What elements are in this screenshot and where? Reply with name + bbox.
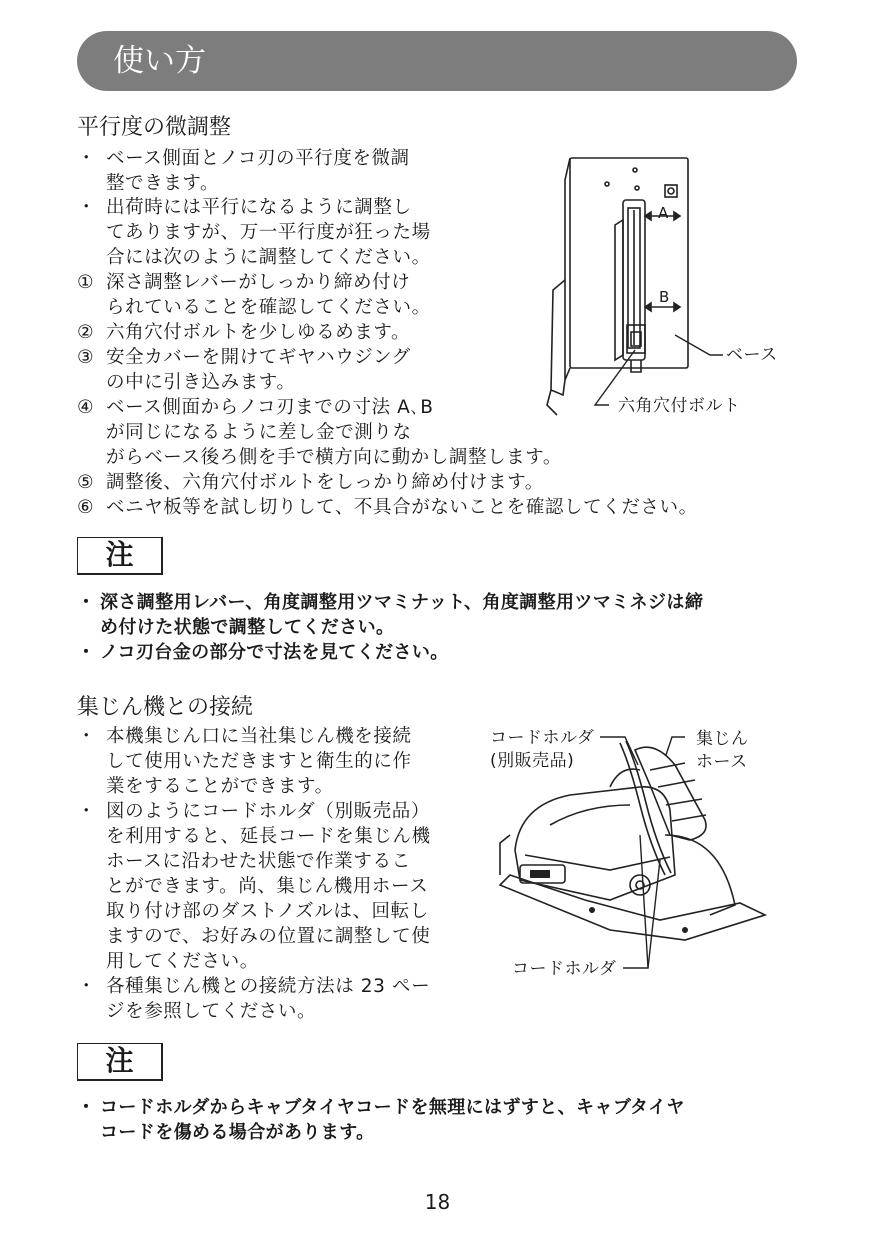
step-text: 六角穴付ボルトを少しゆるめます。 — [106, 322, 411, 343]
step-text: 安全カバーを開けてギヤハウジング — [106, 347, 411, 368]
bullet-text: ホースに沿わせた状態で作業するこ — [106, 851, 411, 872]
bullet-mark: ・ — [77, 592, 96, 613]
note-text: 深さ調整用レバー、角度調整用ツマミナット、角度調整用ツマミネジは締 — [100, 592, 704, 613]
bullet-text: 本機集じん口に当社集じん機を接続 — [106, 726, 412, 747]
bullet-text: てありますが、万一平行度が狂った場 — [106, 222, 431, 243]
note-label-1: 注 — [77, 537, 163, 575]
note-text: コードを傷める場合があります。 — [100, 1122, 375, 1143]
dust-hose-label: ホース — [696, 752, 748, 772]
step-text: られていることを確認してください。 — [106, 297, 431, 318]
bullet-text: ベース側面とノコ刃の平行度を微調 — [106, 148, 410, 169]
note-text: ノコ刃台金の部分で寸法を見てください。 — [100, 642, 449, 663]
bullet-text: ジを参照してください。 — [106, 1001, 317, 1022]
bullet-mark: ・ — [77, 1097, 96, 1118]
page-number: 18 — [424, 1190, 451, 1214]
base-label: ベース — [726, 345, 778, 365]
dimension-label-b: B — [659, 288, 670, 306]
note-text: め付けた状態で調整してください。 — [100, 617, 395, 638]
step-text: ベース側面からノコ刃までの寸法 A､B — [106, 397, 434, 418]
bullet-text: 業をすることができます。 — [106, 776, 334, 797]
step-number: ④ — [77, 397, 95, 418]
step-text: の中に引き込みます。 — [106, 372, 296, 393]
bullet-mark: ・ — [77, 976, 97, 997]
step-text: 調整後、六角穴付ボルトをしっかり締め付けます。 — [106, 472, 544, 493]
cord-holder-sold-separately-label: (別販売品) — [490, 751, 575, 771]
hex-bolt-label: 六角穴付ボルト — [618, 396, 741, 416]
bullet-text: 合には次のように調整してください。 — [106, 247, 431, 268]
section-title-dust-collector: 集じん機との接続 — [77, 695, 254, 720]
step-number: ⑤ — [77, 472, 95, 493]
bullet-mark: ・ — [77, 197, 97, 218]
step-number: ② — [77, 322, 95, 343]
page-title: 使い方 — [113, 43, 206, 79]
step-text: ベニヤ板等を試し切りして、不具合がないことを確認してください。 — [106, 497, 698, 518]
step-text: 深さ調整レバーがしっかり締め付け — [106, 272, 411, 293]
step-text: が同じになるように差し金で測りな — [106, 422, 412, 443]
step-text: がらベース後ろ側を手で横方向に動かし調整します。 — [106, 447, 562, 468]
bullet-text: 整できます。 — [106, 173, 220, 194]
cord-holder-label-bottom: コードホルダ — [512, 959, 617, 979]
bullet-mark: ・ — [77, 148, 97, 169]
step-number: ③ — [77, 347, 95, 368]
note-text: コードホルダからキャブタイヤコードを無理にはずすと、キャブタイヤ — [100, 1097, 685, 1118]
note-label-2: 注 — [77, 1043, 163, 1081]
parallel-adjustment-figure — [545, 150, 795, 430]
bullet-mark: ・ — [77, 801, 97, 822]
bullet-text: とができます。尚、集じん機用ホース — [106, 876, 429, 897]
dimension-label-a: A — [658, 204, 669, 222]
bullet-text: して使用いただきますと衛生的に作 — [106, 751, 412, 772]
bullet-text: 図のようにコードホルダ（別販売品） — [106, 801, 430, 822]
bullet-text: 出荷時には平行になるように調整し — [106, 197, 412, 218]
bullet-text: ますので、お好みの位置に調整して使 — [106, 926, 431, 947]
bullet-text: 各種集じん機との接続方法は 23 ペー — [106, 976, 431, 997]
bullet-text: 用してください。 — [106, 951, 259, 972]
cord-holder-label-top: コードホルダ — [490, 728, 595, 748]
dust-hose-label: 集じん — [696, 729, 749, 749]
bullet-text: 取り付け部のダストノズルは、回転し — [106, 901, 429, 922]
bullet-mark: ・ — [77, 726, 97, 747]
bullet-text: を利用すると、延長コードを集じん機 — [106, 826, 431, 847]
bullet-mark: ・ — [77, 642, 96, 663]
section-title-parallel-adjustment: 平行度の微調整 — [77, 115, 232, 140]
step-number: ⑥ — [77, 497, 95, 518]
step-number: ① — [77, 272, 95, 293]
